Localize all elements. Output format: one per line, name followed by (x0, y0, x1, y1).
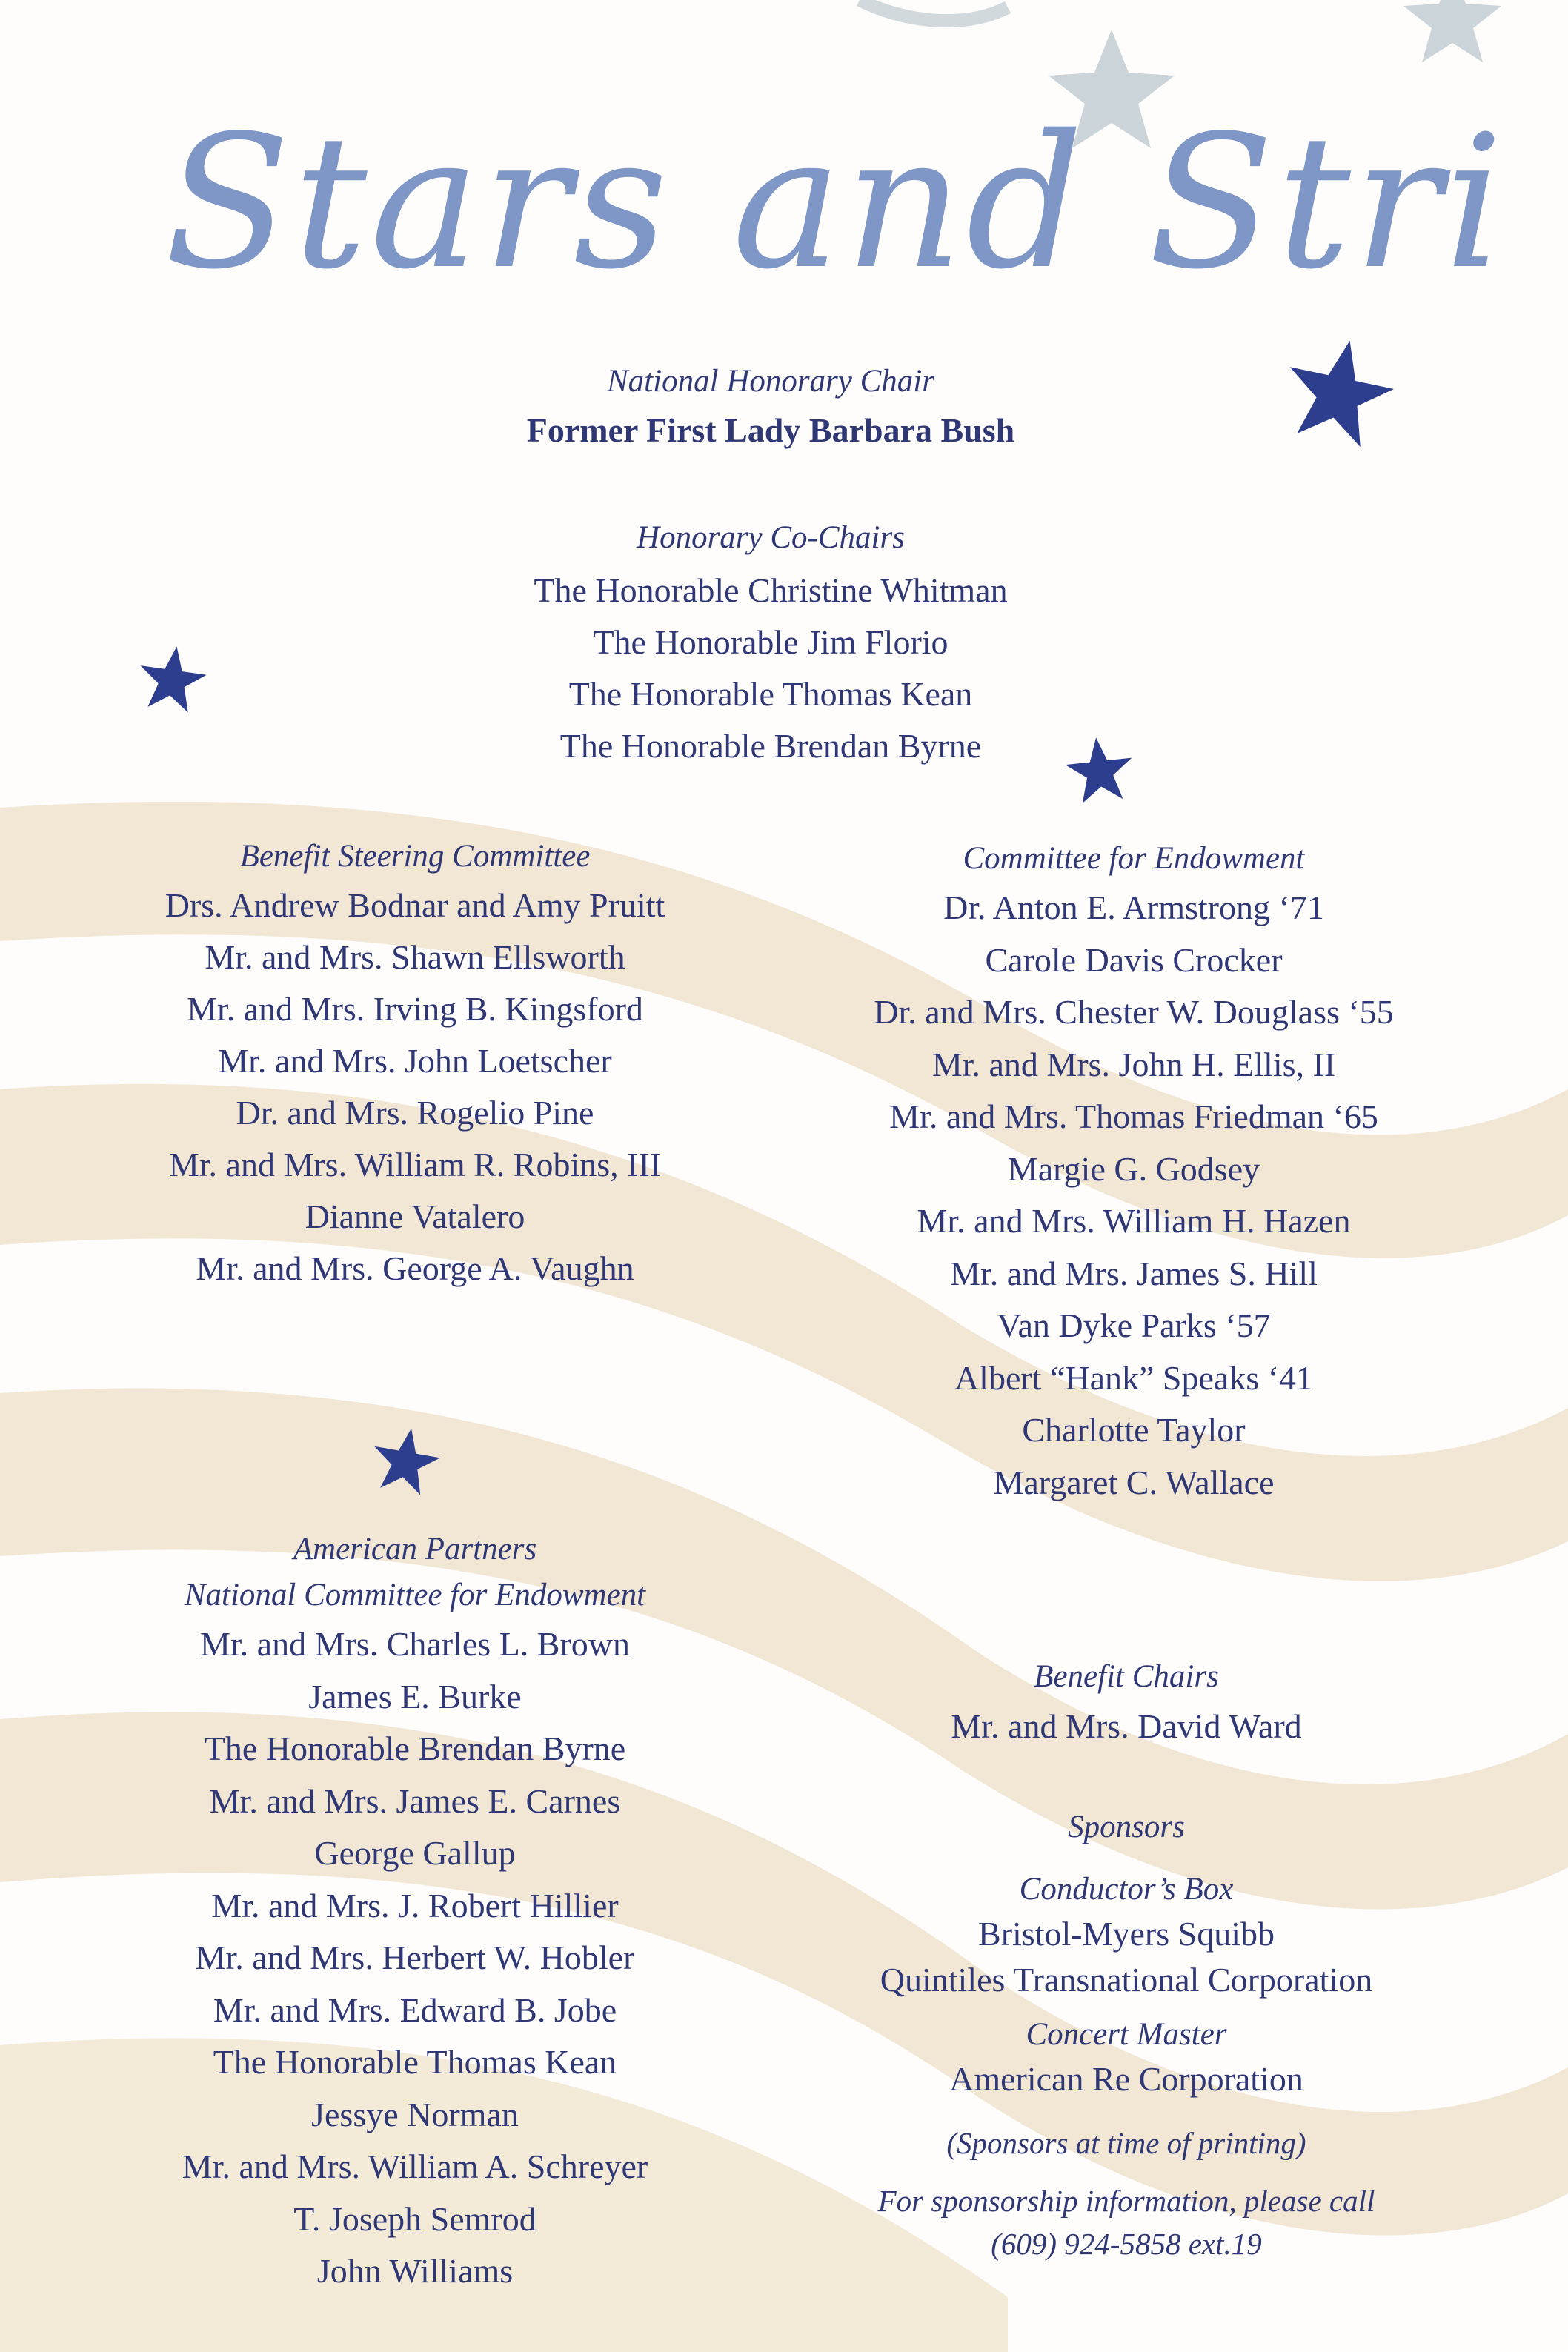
sponsors-section (800, 1804, 1452, 2265)
steering-member: Mr. and Mrs. George A. Vaughn (196, 1249, 634, 1287)
endowment-member: Dr. and Mrs. Chester W. Douglass ‘55 (874, 993, 1394, 1031)
benefit-chairs-name: Mr. and Mrs. David Ward (951, 1707, 1302, 1745)
endowment-member: Margaret C. Wallace (993, 1463, 1275, 1501)
partner-name: Mr. and Mrs. Edward B. Jobe (213, 1990, 617, 2029)
american-partners-list (111, 1618, 719, 2298)
light-star-icon (1403, 0, 1501, 62)
conductors-box-sponsor: Quintiles Transnational Corporation (880, 1961, 1373, 1999)
endowment-member: Carole Davis Crocker (985, 940, 1283, 979)
steering-member: Mr. and Mrs. Irving B. Kingsford (187, 990, 643, 1028)
steering-member: Dr. and Mrs. Rogelio Pine (236, 1094, 594, 1132)
co-chairs-section (474, 511, 1067, 772)
partner-name: Mr. and Mrs. James E. Carnes (209, 1781, 621, 1820)
endowment-member: Charlotte Taylor (1022, 1411, 1246, 1449)
partner-name: Mr. and Mrs. Herbert W. Hobler (195, 1939, 635, 1976)
endowment-member: Dr. Anton E. Armstrong ‘71 (943, 888, 1324, 926)
endowment-committee-heading: Committee for Endowment (963, 841, 1305, 876)
partner-name: George Gallup (314, 1834, 516, 1872)
partner-name: Mr. and Mrs. William A. Schreyer (182, 2147, 648, 2185)
page-title: Stars and Stri (165, 96, 1506, 310)
star-icon (1063, 736, 1136, 808)
steering-member: Dianne Vatalero (305, 1197, 525, 1235)
benefit-chairs-heading: Benefit Chairs (1034, 1659, 1219, 1694)
benefit-chairs-section (830, 1654, 1423, 1753)
endowment-member: Mr. and Mrs. William H. Hazen (917, 1202, 1351, 1240)
star-icon (1280, 337, 1396, 453)
endowment-committee-list (800, 882, 1467, 1509)
american-partners-section (111, 1527, 719, 2298)
endowment-committee-section (800, 836, 1467, 1509)
conductors-box-sponsor: Bristol-Myers Squibb (978, 1915, 1275, 1953)
partner-name: T. Joseph Semrod (293, 2199, 536, 2238)
co-chair-name: The Honorable Thomas Kean (568, 675, 973, 713)
partner-name: Mr. and Mrs. J. Robert Hillier (211, 1886, 619, 1924)
steering-member: Drs. Andrew Bodnar and Amy Pruitt (165, 886, 665, 924)
national-chair-section (474, 359, 1067, 457)
concert-master-heading: Concert Master (1026, 2017, 1227, 2052)
partner-name: The Honorable Brendan Byrne (204, 1730, 626, 1767)
endowment-member: Mr. and Mrs. Thomas Friedman ‘65 (889, 1097, 1378, 1135)
endowment-member: Mr. and Mrs. James S. Hill (950, 1254, 1318, 1292)
sponsorship-contact-line: For sponsorship information, please call (877, 2184, 1375, 2218)
conductors-box-heading: Conductor’s Box (1019, 1872, 1234, 1907)
sponsorship-phone: (609) 924-5858 ext.19 (991, 2227, 1262, 2261)
partner-name: John Williams (316, 2252, 514, 2290)
steering-committee-list (104, 880, 726, 1295)
sponsors-heading: Sponsors (1068, 1810, 1185, 1844)
steering-member: Mr. and Mrs. John Loetscher (218, 1042, 612, 1080)
star-icon (136, 645, 208, 717)
endowment-member: Margie G. Godsey (1007, 1149, 1260, 1188)
light-swoosh (860, 0, 1008, 21)
co-chair-name: The Honorable Christine Whitman (534, 571, 1008, 609)
national-committee-heading: National Committee for Endowment (184, 1578, 646, 1612)
concert-master-sponsor: American Re Corporation (949, 2060, 1303, 2098)
partner-name: Jessye Norman (311, 2095, 519, 2133)
steering-member: Mr. and Mrs. William R. Robins, III (168, 1146, 662, 1183)
american-partners-heading: American Partners (293, 1532, 537, 1567)
co-chairs-list (474, 565, 1067, 772)
steering-committee-section (104, 834, 726, 1295)
partner-name: James E. Burke (308, 1677, 522, 1715)
co-chairs-heading: Honorary Co-Chairs (637, 520, 905, 555)
steering-member: Mr. and Mrs. Shawn Ellsworth (205, 938, 625, 976)
national-chair-heading: National Honorary Chair (607, 364, 934, 399)
co-chair-name: The Honorable Brendan Byrne (559, 727, 982, 765)
steering-committee-heading: Benefit Steering Committee (239, 839, 591, 874)
sponsors-note: (Sponsors at time of printing) (946, 2126, 1306, 2160)
endowment-member: Albert “Hank” Speaks ‘41 (954, 1358, 1314, 1397)
endowment-member: Mr. and Mrs. John H. Ellis, II (931, 1045, 1336, 1083)
co-chair-name: The Honorable Jim Florio (593, 623, 949, 661)
star-icon (369, 1426, 442, 1499)
endowment-member: Van Dyke Parks ‘57 (997, 1306, 1271, 1344)
national-chair-name: Former First Lady Barbara Bush (526, 411, 1015, 449)
partner-name: The Honorable Thomas Kean (213, 2043, 617, 2081)
partner-name: Mr. and Mrs. Charles L. Brown (199, 1625, 631, 1663)
